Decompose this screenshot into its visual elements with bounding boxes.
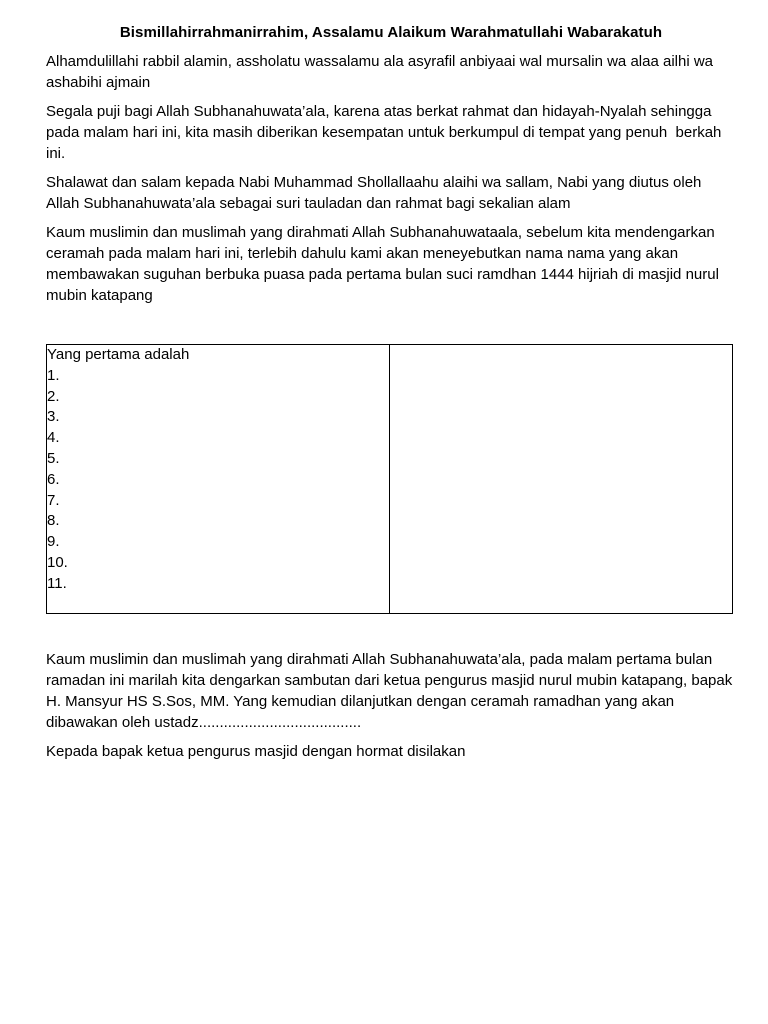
names-table-left-column [47,345,390,613]
document-title: Bismillahirrahmanirrahim, Assalamu Alaikum Warahmatullahi Wabarakatuh [119,24,663,41]
list-item: 4. [47,429,60,447]
list-item: 6. [47,470,60,488]
list-item: 2. [47,387,60,405]
paragraph-praise: Segala puji bagi Allah Subhanahuwata’ala, karena atas berkat rahmat dan hidayah-Nyalah sehingga pada malam hari ini, kita masih diberikan kesempatan untuk berkumpul di tempat yang penuh berkah ini. [46,103,726,162]
list-item: 3. [47,408,60,426]
names-table-heading: Yang pertama adalah [47,346,190,363]
paragraph-invitation: Kepada bapak ketua pengurus masjid dengan hormat disilakan [46,743,466,760]
names-table [46,344,733,614]
list-item: 5. [47,449,60,467]
list-item: 9. [47,533,60,551]
paragraph-introduction: Kaum muslimin dan muslimah yang dirahmati Allah Subhanahuwataala, sebelum kita mendengarkan ceramah pada malam hari ini, terlebih dahulu kami akan meneyebutkan nama nama yang akan membawakan suguhan berbuka puasa pada pertama bulan suci ramdhan 1444 hijriah di masjid nurul mubin katapang [46,224,724,304]
paragraph-welcome-speech: Kaum muslimin dan muslimah yang dirahmati Allah Subhanahuwata’ala, pada malam pertama bulan ramadan ini marilah kita dengarkan sambutan dari ketua pengurus masjid nurul mubin katapang, bapak H. Mansyur HS S.Sos, MM. Yang kemudian dilanjutkan dengan ceramah ramadhan yang akan dibawakan oleh ustadz....................................... [46,651,737,731]
list-item: 11. [47,574,67,592]
names-table-right-column [390,345,732,613]
list-item: 7. [47,491,60,509]
paragraph-shalawat: Shalawat dan salam kepada Nabi Muhammad Shollallaahu alaihi wa sallam, Nabi yang diutus oleh Allah Subhanahuwata’ala sebagai suri tauladan dan rahmat bagi sekalian alam [46,174,705,212]
list-item: 1. [47,366,60,384]
document-page [46,22,736,770]
paragraph-opening: Alhamdulillahi rabbil alamin, assholatu wassalamu ala asyrafil anbiyaai wal mursalin wa alaa ailhi wa ashabihi ajmain [46,53,718,91]
list-item: 10. [47,553,68,571]
list-item: 8. [47,512,60,530]
